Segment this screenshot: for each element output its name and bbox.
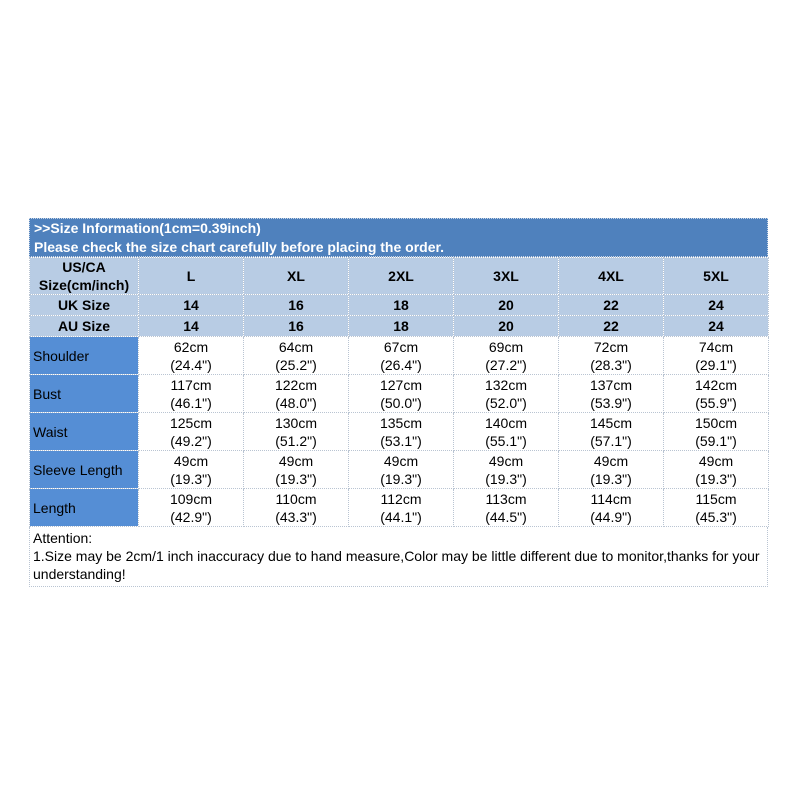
size-info-instruction: Please check the size chart carefully before placing the order. xyxy=(34,239,445,255)
size-chart xyxy=(29,218,768,587)
measurement-cell xyxy=(664,489,769,527)
uk-size-row xyxy=(30,295,769,316)
cm-value: 49cm xyxy=(173,452,209,469)
measurement-cell xyxy=(664,451,769,489)
measurement-label: Waist xyxy=(30,413,139,451)
measurement-label: Bust xyxy=(30,375,139,413)
cm-value: 69cm xyxy=(488,338,524,355)
measurement-label: Length xyxy=(30,489,139,527)
measurement-cell xyxy=(139,489,244,527)
inch-value: (19.3") xyxy=(275,470,317,487)
inch-value: (46.1") xyxy=(170,394,212,411)
us-size-label: US/CA xyxy=(62,259,106,275)
inch-value: (55.1") xyxy=(485,432,527,449)
measurement-cell xyxy=(244,413,349,451)
inch-value: (19.3") xyxy=(380,470,422,487)
cm-value: 64cm xyxy=(278,338,314,355)
cm-value: 130cm xyxy=(274,414,318,431)
inch-value: (49.2") xyxy=(170,432,212,449)
inch-value: (53.9") xyxy=(590,394,632,411)
au-size-cell: 20 xyxy=(454,316,559,337)
size-table xyxy=(29,257,769,527)
attention-note xyxy=(29,527,768,587)
cm-value: 49cm xyxy=(593,452,629,469)
size-header-4xl: 4XL xyxy=(559,258,664,295)
cm-value: 109cm xyxy=(169,490,213,507)
measurement-row-length xyxy=(30,489,769,527)
inch-value: (53.1") xyxy=(380,432,422,449)
cm-value: 145cm xyxy=(589,414,633,431)
measurement-cell xyxy=(559,413,664,451)
measurement-cell xyxy=(244,451,349,489)
cm-value: 62cm xyxy=(173,338,209,355)
inch-value: (42.9") xyxy=(170,508,212,525)
cm-value: 114cm xyxy=(590,490,632,507)
cm-value: 49cm xyxy=(383,452,419,469)
inch-value: (55.9") xyxy=(695,394,737,411)
inch-value: (45.3") xyxy=(695,508,737,525)
cm-value: 125cm xyxy=(169,414,213,431)
measurement-cell xyxy=(454,413,559,451)
us-size-header xyxy=(30,258,139,295)
au-size-label: AU Size xyxy=(30,316,139,337)
inch-value: (57.1") xyxy=(590,432,632,449)
uk-size-cell: 24 xyxy=(664,295,769,316)
measurement-cell xyxy=(139,451,244,489)
measurement-cell xyxy=(139,375,244,413)
inch-value: (19.3") xyxy=(485,470,527,487)
measurement-cell xyxy=(559,489,664,527)
inch-value: (25.2") xyxy=(275,356,317,373)
inch-value: (19.3") xyxy=(590,470,632,487)
au-size-cell: 24 xyxy=(664,316,769,337)
inch-value: (50.0") xyxy=(380,394,422,411)
measurement-cell xyxy=(559,337,664,375)
inch-value: (19.3") xyxy=(695,470,737,487)
measurement-cell xyxy=(559,375,664,413)
uk-size-label: UK Size xyxy=(30,295,139,316)
au-size-cell: 22 xyxy=(559,316,664,337)
cm-value: 49cm xyxy=(488,452,524,469)
measurement-cell xyxy=(349,337,454,375)
inch-value: (19.3") xyxy=(170,470,212,487)
measurement-row-shoulder xyxy=(30,337,769,375)
size-header-2xl: 2XL xyxy=(349,258,454,295)
cm-value: 122cm xyxy=(274,376,318,393)
cm-value: 117cm xyxy=(170,376,212,393)
au-size-cell: 18 xyxy=(349,316,454,337)
uk-size-cell: 14 xyxy=(139,295,244,316)
measurement-row-sleeve-length xyxy=(30,451,769,489)
measurement-label: Shoulder xyxy=(30,337,139,375)
au-size-cell: 14 xyxy=(139,316,244,337)
inch-value: (28.3") xyxy=(590,356,632,373)
au-size-cell: 16 xyxy=(244,316,349,337)
measurement-cell xyxy=(664,337,769,375)
size-info-banner xyxy=(29,218,768,257)
cm-value: 67cm xyxy=(383,338,419,355)
measurement-cell xyxy=(244,337,349,375)
attention-title: Attention: xyxy=(33,530,93,546)
us-size-row xyxy=(30,258,769,295)
measurement-cell xyxy=(349,375,454,413)
measurement-label: Sleeve Length xyxy=(30,451,139,489)
cm-value: 74cm xyxy=(698,338,734,355)
measurement-cell xyxy=(349,489,454,527)
uk-size-cell: 20 xyxy=(454,295,559,316)
inch-value: (48.0") xyxy=(275,394,317,411)
measurement-cell xyxy=(454,451,559,489)
cm-value: 140cm xyxy=(484,414,528,431)
cm-value: 72cm xyxy=(593,338,629,355)
measurement-cell xyxy=(454,337,559,375)
inch-value: (52.0") xyxy=(485,394,527,411)
cm-value: 49cm xyxy=(278,452,314,469)
inch-value: (29.1") xyxy=(695,356,737,373)
size-header-l: L xyxy=(139,258,244,295)
measurement-cell xyxy=(349,451,454,489)
uk-size-cell: 22 xyxy=(559,295,664,316)
inch-value: (43.3") xyxy=(275,508,317,525)
cm-value: 142cm xyxy=(694,376,738,393)
inch-value: (51.2") xyxy=(275,432,317,449)
cm-value: 113cm xyxy=(485,490,527,507)
measurement-cell xyxy=(664,413,769,451)
size-header-5xl: 5XL xyxy=(664,258,769,295)
cm-value: 110cm xyxy=(275,490,317,507)
measurement-cell xyxy=(349,413,454,451)
measurement-cell xyxy=(454,375,559,413)
uk-size-cell: 18 xyxy=(349,295,454,316)
size-info-title: >>Size Information(1cm=0.39inch) xyxy=(34,220,261,236)
attention-text: 1.Size may be 2cm/1 inch inaccuracy due to hand measure,Color may be little different due to monitor,thanks for your understanding! xyxy=(33,548,760,582)
measurement-row-waist xyxy=(30,413,769,451)
us-size-unit-label: Size(cm/inch) xyxy=(38,277,130,293)
measurement-cell xyxy=(664,375,769,413)
cm-value: 115cm xyxy=(695,490,737,507)
inch-value: (26.4") xyxy=(380,356,422,373)
size-header-xl: XL xyxy=(244,258,349,295)
cm-value: 150cm xyxy=(694,414,738,431)
measurement-cell xyxy=(244,489,349,527)
cm-value: 132cm xyxy=(484,376,528,393)
measurement-cell xyxy=(139,413,244,451)
inch-value: (59.1") xyxy=(695,432,737,449)
cm-value: 135cm xyxy=(379,414,423,431)
au-size-row xyxy=(30,316,769,337)
inch-value: (27.2") xyxy=(485,356,527,373)
measurement-cell xyxy=(139,337,244,375)
inch-value: (24.4") xyxy=(170,356,212,373)
measurement-row-bust xyxy=(30,375,769,413)
size-header-3xl: 3XL xyxy=(454,258,559,295)
inch-value: (44.9") xyxy=(590,508,632,525)
inch-value: (44.1") xyxy=(380,508,422,525)
measurement-cell xyxy=(454,489,559,527)
cm-value: 127cm xyxy=(379,376,423,393)
measurement-cell xyxy=(244,375,349,413)
measurement-cell xyxy=(559,451,664,489)
cm-value: 49cm xyxy=(698,452,734,469)
cm-value: 137cm xyxy=(589,376,633,393)
uk-size-cell: 16 xyxy=(244,295,349,316)
cm-value: 112cm xyxy=(380,490,422,507)
inch-value: (44.5") xyxy=(485,508,527,525)
